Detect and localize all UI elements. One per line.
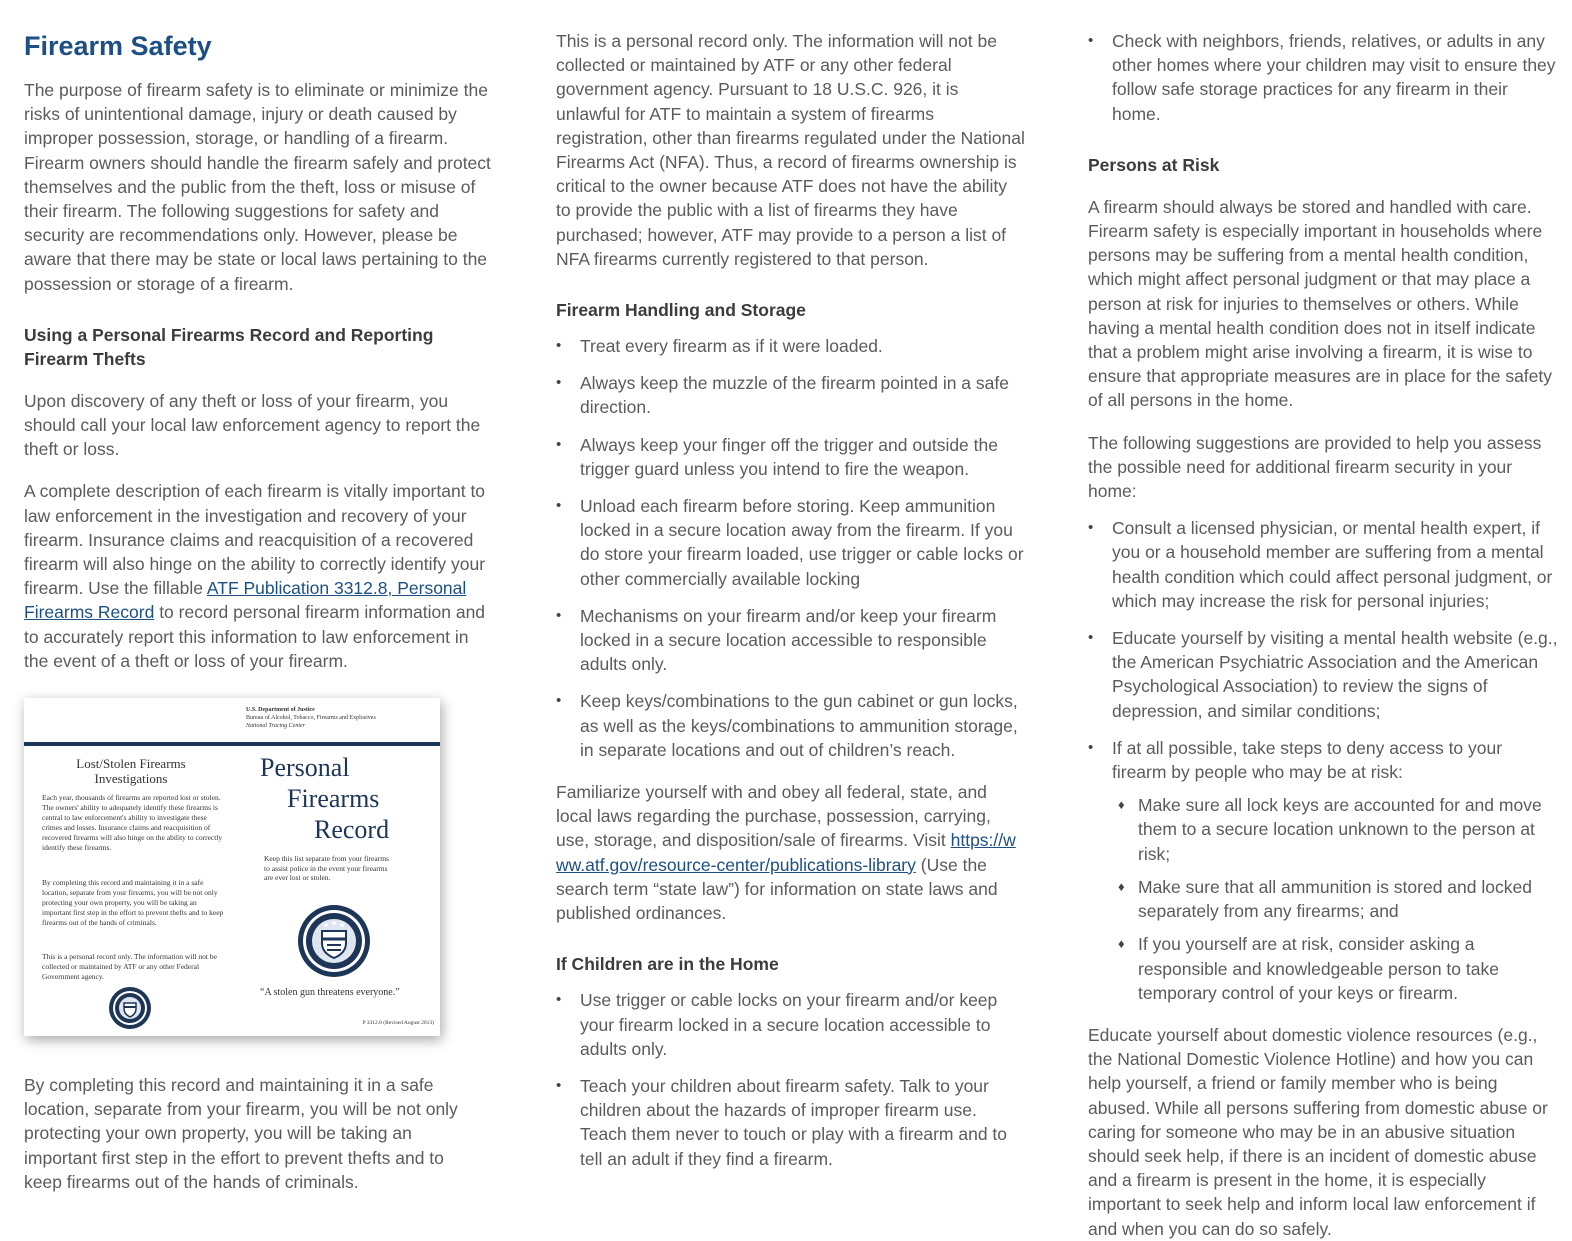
list-item: • Consult a licensed physician, or mental health expert, if you or a household member are suffering from a mental health condition which could affect personal judgment, or which may increase the risk for personal injuries; [1088,516,1558,613]
atf-seal-large-icon [296,903,372,979]
column-1 [24,0,494,1192]
personal-firearms-record-link[interactable]: ATF Publication 3312.8, Personal Firearms Record [24,578,467,623]
list-item: • Educate yourself by visiting a mental health website (e.g., the American Psychiatric Association and the American Psychological Association) to review the signs of depression, and similar conditions; [1088,626,1558,723]
children-heading: If Children are in the Home [556,954,779,975]
domestic-violence-paragraph: Educate yourself about domestic violence resources (e.g., the National Domestic Violence Hotline) and how you can help yourself, a friend or family member who is being abused. While all persons suffering from domestic abuse or caring for someone who may be in an abusive situation should seek help, if there is an incident of domestic abuse and a firearm is present in the home, it is especially important to seek help and inform local law enforcement if and when you can do so safely. [1088,1024,1548,1239]
sub-list-item: ♦ Make sure that all ammunition is stored and locked separately from any firearms; and [1112,875,1558,923]
brochure-paragraph-3: This is a personal record only. The information will not be collected or maintained by ATF or any other Federal Government agency. [42,952,217,981]
handling-list [556,334,1026,762]
brochure-divider [24,742,440,746]
completing-paragraph: By completing this record and maintaining it in a safe location, separate from your firearm, you will be not only protecting your own property, you will be taking an important first step in the effort to prevent thefts and to keep firearms out of the hands of criminals. [24,1075,458,1192]
personal-record-paragraph: This is a personal record only. The information will not be collected or maintained by ATF or any other federal government agency. Pursuant to 18 U.S.C. 926, it is unlawful for ATF to maintain a system of firearms registration, other than firearms regulated under the National Firearms Act (NFA). Thus, a record of firearms ownership is critical to the owner because ATF does not have the ability to provide the public with a list of firearms they have purchased; however, ATF may provide to a person a list of NFA firearms currently registered to that person. [556,31,1025,269]
list-item: • Use trigger or cable locks on your firearm and/or keep your firearm locked in a secure location accessible to adults only. [556,988,1026,1061]
sub-list [1112,793,1558,1005]
brochure-code: P 3312.8 (Revised August 2013) [362,1020,434,1026]
description-paragraph [24,479,494,673]
description-text: A complete description of each firearm is vitally important to law enforcement in the investigation and recovery of your firearm. Insurance claims and reacquisition of a recovered firearm will also hinge on the ability to correctly identify your firearm. Use the fillable [24,481,486,599]
list-item: • Always keep your finger off the trigger and outside the trigger guard unless you intend to fire the weapon. [556,433,1026,481]
brochure-lost-title: Lost/Stolen Firearms Investigations [76,756,186,786]
list-item-text: If at all possible, take steps to deny access to your firearm by people who may be at risk: [1112,737,1503,783]
list-item: • Treat every firearm as if it were loaded. [556,334,1026,358]
handling-heading: Firearm Handling and Storage [556,300,806,321]
list-item: • Always keep the muzzle of the firearm pointed in a safe direction. [556,371,1026,419]
column-2 [556,0,1026,1171]
brochure-quote: “A stolen gun threatens everyone.” [260,987,400,998]
list-item: • Teach your children about firearm safety. Talk to your children about the hazards of improper firearm use. Teach them never to touch or play with a firearm and to tell an adult if they find a firearm. [556,1074,1026,1171]
list-item: • Keep keys/combinations to the gun cabinet or gun locks, as well as the keys/combinations to ammunition storage, in separate locations and out of children’s reach. [556,689,1026,762]
brochure-keep-note: Keep this list separate from your firearms to assist police in the event your firearms are ever lost or stolen. [264,854,389,882]
sub-list-item: ♦ Make sure all lock keys are accounted for and move them to a secure location unknown to the person at risk; [1112,793,1558,866]
discovery-paragraph: Upon discovery of any theft or loss of your firearm, you should call your local law enforcement agency to report the theft or loss. [24,390,481,460]
risk-list [1088,516,1558,1005]
risk-paragraph: A firearm should always be stored and handled with care. Firearm safety is especially important in households where persons may be suffering from a mental health condition, which might affect personal judgment or that may place a person at risk for injuries to themselves or others. While having a mental health condition does not in itself indicate that a problem might arise involving a firearm, it is wise to ensure that appropriate measures are in place for the safety of all persons in the home. [1088,196,1553,411]
brochure-center: National Tracing Center [246,723,306,729]
familiarize-paragraph [556,780,1026,925]
brochure-image [24,698,440,1036]
brochure-agency [246,706,376,730]
brochure-bureau: Bureau of Alcohol, Tobacco, Firearms and Explosives [246,715,376,721]
check-list [1088,29,1558,126]
risk-heading: Persons at Risk [1088,154,1220,175]
brochure-title [260,752,389,845]
familiarize-text-end: (Use the search term “state law”) for information on state laws and published ordinances. [556,854,998,924]
brochure-title-line-1: Personal [260,753,350,782]
brochure-paragraph-2: By completing this record and maintaining it in a safe location, separate from your firearms, you will be not only protecting your own property, you will be taking an important first step in the effort to prevent thefts and to keep firearms out of the hands of criminals. [42,878,224,927]
brochure-paragraph-1: Each year, thousands of firearms are reported lost or stolen. The owners' ability to adequately identify these firearms is central to law enforcement's ability to investigate these crimes and losses. Insurance claims and reacquisition of recovered firearms will also hinge on the ability to correctly identify these firearms. [42,793,223,852]
list-item [1088,736,1558,1005]
sub-list-item: ♦ If you yourself are at risk, consider asking a responsible and knowledgeable person to take temporary control of your keys or firearm. [1112,932,1558,1005]
list-item: • Check with neighbors, friends, relatives, or adults in any other homes where your children may visit to ensure they follow safe storage practices for any firearm in their home. [1088,29,1558,126]
brochure-title-line-2: Firearms [287,784,380,813]
brochure-title-line-3: Record [314,815,390,844]
publications-library-link[interactable]: https://www.atf.gov/resource-center/publications-library [556,830,1016,875]
brochure-dept: U.S. Department of Justice [246,707,315,713]
children-list [556,988,1026,1170]
record-heading: Using a Personal Firearms Record and Reporting Firearm Thefts [24,324,434,369]
page-title: Firearm Safety [24,31,212,61]
atf-seal-small-icon [108,986,152,1030]
familiarize-text: Familiarize yourself with and obey all federal, state, and local laws regarding the purchase, possession, carrying, use, storage, and disposition/sale of firearms. Visit [556,782,991,851]
intro-paragraph: The purpose of firearm safety is to eliminate or minimize the risks of unintentional damage, injury or death caused by improper possession, storage, or handling of a firearm. Firearm owners should handle the firearm safely and protect themselves and the public from the theft, loss or misuse of their firearm. The following suggestions for safety and security are recommendations only. However, please be aware that there may be state or local laws pertaining to the possession or storage of a firearm. [24,80,491,294]
description-text-end: to record personal firearm information and to accurately report this information to law enforcement in the event of a theft or loss of your firearm. [24,602,486,671]
list-item: • Mechanisms on your firearm and/or keep your firearm locked in a secure location accessible to responsible adults only. [556,604,1026,677]
column-3 [1088,0,1558,1241]
list-item: • Unload each firearm before storing. Keep ammunition locked in a secure location away from the firearm. If you do store your firearm loaded, use trigger or cable locks or other commercially available locking [556,494,1026,591]
suggestions-paragraph: The following suggestions are provided to help you assess the possible need for additional firearm security in your home: [1088,432,1542,502]
